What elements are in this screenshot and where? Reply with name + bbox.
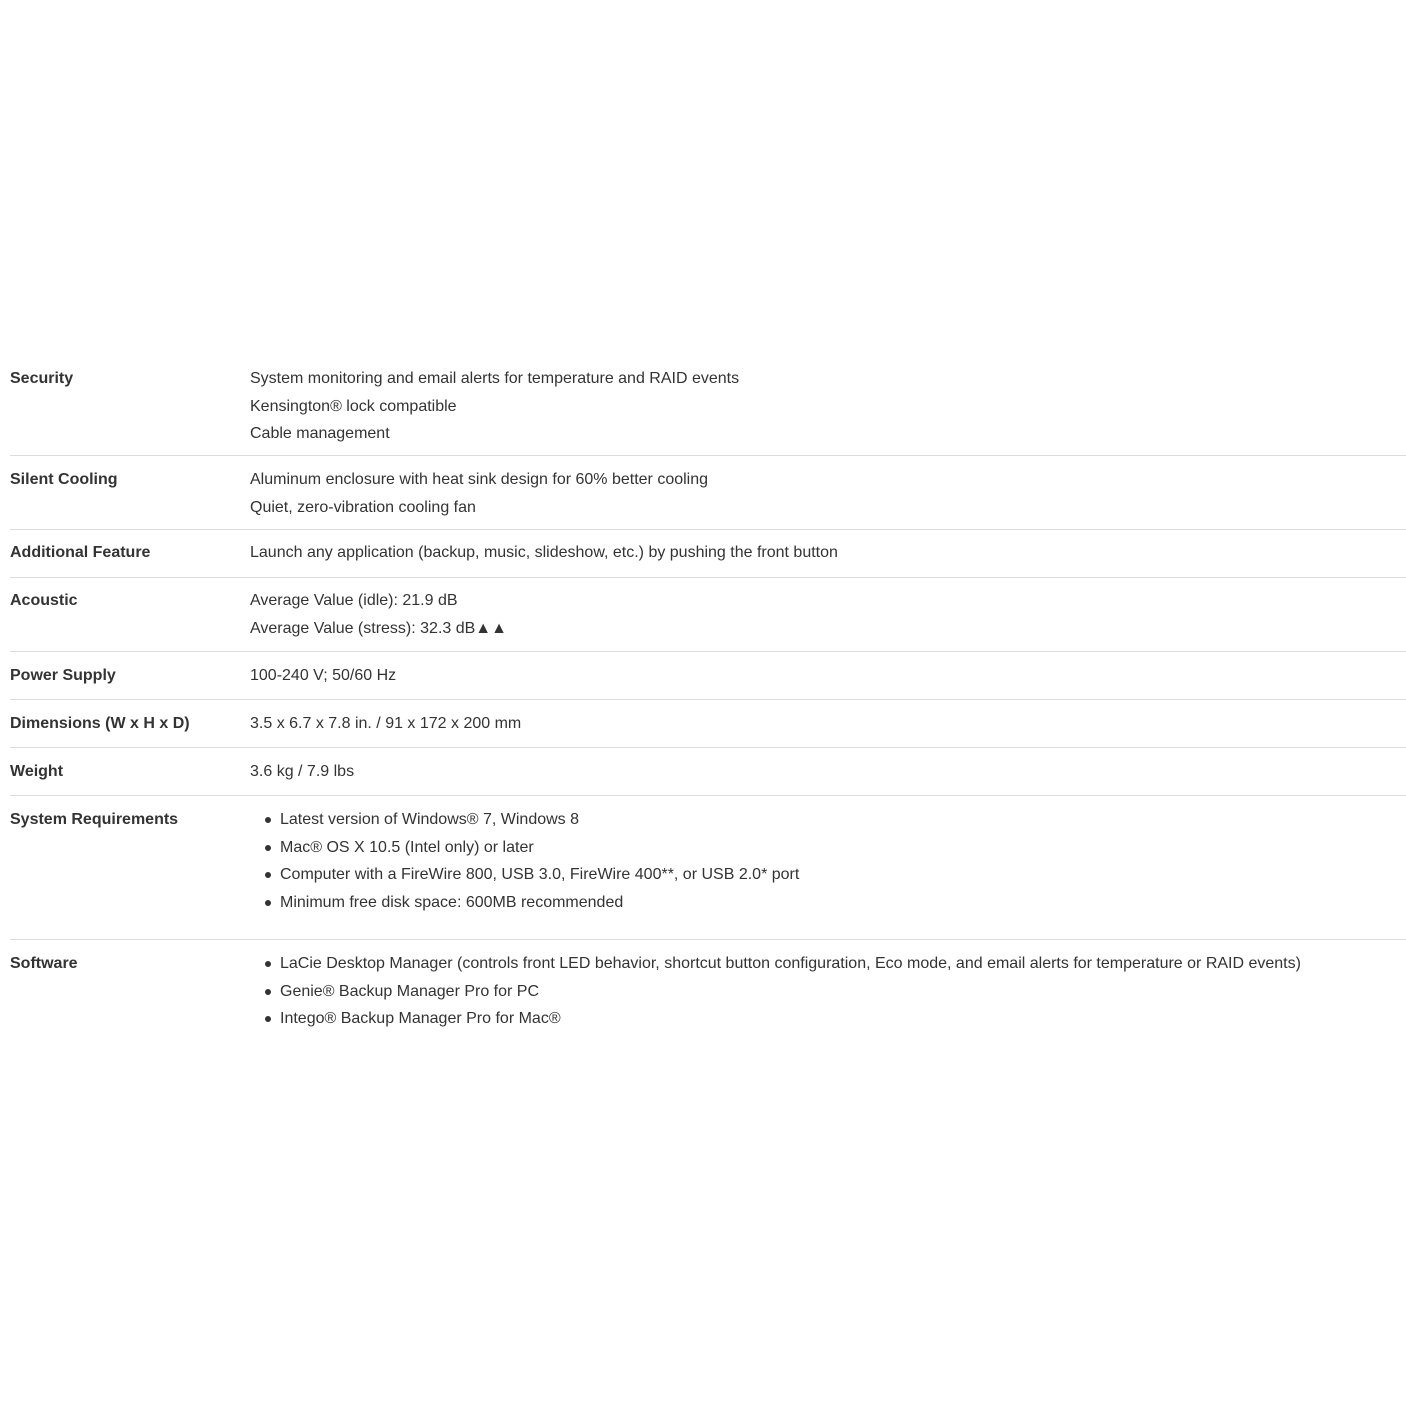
list-item: Latest version of Windows® 7, Windows 8	[280, 806, 1406, 834]
spec-row-power-supply	[10, 652, 1406, 700]
spec-label: System Requirements	[10, 811, 179, 828]
spec-label: Security	[10, 370, 74, 387]
spec-row-software	[10, 940, 1406, 1070]
list-item: Mac® OS X 10.5 (Intel only) or later	[280, 834, 1406, 862]
spec-value: System monitoring and email alerts for temperature and RAID events	[250, 370, 740, 387]
bullet-list	[250, 806, 1406, 916]
spec-row-security	[10, 364, 1406, 456]
spec-value: Kensington® lock compatible	[250, 397, 457, 415]
spec-values	[250, 662, 1406, 689]
spec-row-system-requirements	[10, 796, 1406, 940]
spec-value: 3.5 x 6.7 x 7.8 in. / 91 x 172 x 200 mm	[250, 715, 522, 732]
spec-value: 100-240 V; 50/60 Hz	[250, 667, 397, 684]
spec-label: Acoustic	[10, 592, 78, 609]
spec-values	[250, 758, 1406, 785]
spec-label: Silent Cooling	[10, 471, 118, 488]
list-item: LaCie Desktop Manager (controls front LED behavior, shortcut button configuration, Eco mode, and email alerts for temperature or RAID events)	[280, 950, 1406, 978]
spec-row-weight	[10, 748, 1406, 796]
spec-row-additional-feature	[10, 530, 1406, 578]
spec-label: Weight	[10, 763, 64, 780]
spec-values	[250, 587, 1406, 643]
spec-label: Software	[10, 955, 78, 972]
bullet-list	[250, 950, 1406, 1033]
spec-values	[250, 950, 1406, 1060]
spec-value: Quiet, zero-vibration cooling fan	[250, 498, 476, 516]
spec-row-acoustic	[10, 578, 1406, 652]
spec-row-silent-cooling	[10, 456, 1406, 530]
spec-table	[10, 364, 1406, 1070]
list-item: Intego® Backup Manager Pro for Mac®	[280, 1005, 1406, 1033]
spec-label: Additional Feature	[10, 544, 151, 561]
spec-values	[250, 710, 1406, 737]
spec-value: Cable management	[250, 425, 390, 442]
spec-values	[250, 539, 1406, 568]
spec-value: Average Value (idle): 21.9 dB	[250, 592, 458, 609]
spec-value: Average Value (stress): 32.3 dB▲▲	[250, 619, 507, 637]
list-item: Computer with a FireWire 800, USB 3.0, FireWire 400**, or USB 2.0* port	[280, 861, 1406, 889]
spec-value: 3.6 kg / 7.9 lbs	[250, 763, 355, 780]
spec-values	[250, 806, 1406, 923]
spec-values	[250, 365, 1406, 447]
spec-label: Dimensions (W x H x D)	[10, 715, 190, 732]
spec-value: Launch any application (backup, music, slideshow, etc.) by pushing the front button	[250, 544, 838, 561]
spec-label: Power Supply	[10, 667, 116, 684]
list-item: Genie® Backup Manager Pro for PC	[280, 978, 1406, 1006]
spec-value: Aluminum enclosure with heat sink design for 60% better cooling	[250, 471, 709, 488]
spec-values	[250, 466, 1406, 521]
list-item: Minimum free disk space: 600MB recommended	[280, 889, 1406, 917]
spec-row-dimensions	[10, 700, 1406, 748]
